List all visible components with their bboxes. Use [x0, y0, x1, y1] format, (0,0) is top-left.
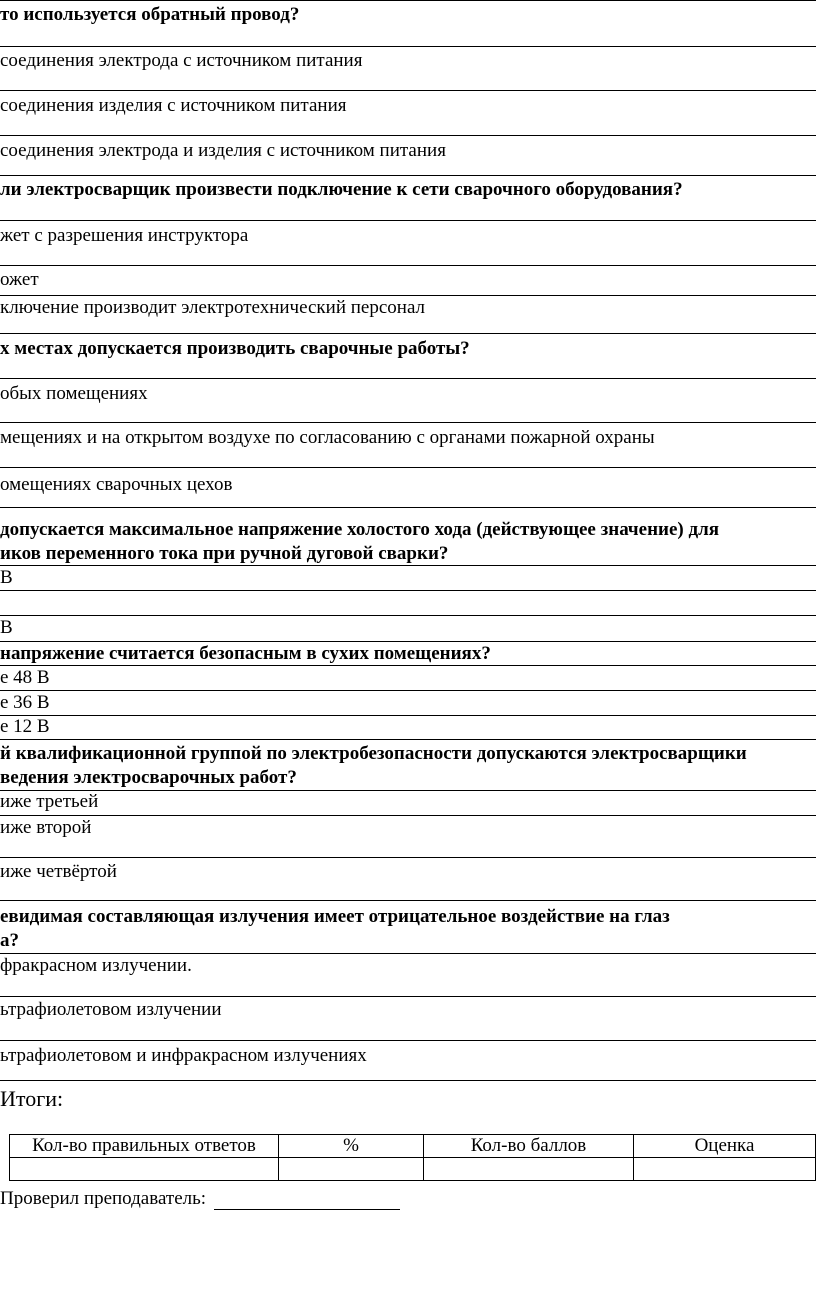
- rule: [0, 815, 816, 816]
- rule: [0, 715, 816, 716]
- rule: [0, 378, 816, 379]
- answer-7-1: фракрасном излучении.: [0, 955, 192, 976]
- answer-3-3: омещениях сварочных цехов: [0, 474, 233, 495]
- rule: [0, 422, 816, 423]
- correct-answers-cell[interactable]: [10, 1158, 279, 1181]
- rule: [0, 0, 816, 1]
- answer-4-3: В: [0, 617, 13, 638]
- rule: [0, 507, 816, 508]
- answer-1-2: соединения изделия с источником питания: [0, 95, 347, 116]
- question-7-line-2: а?: [0, 930, 19, 951]
- question-1: то используется обратный провод?: [0, 4, 300, 25]
- rule: [0, 175, 816, 176]
- answer-2-1: жет с разрешения инструктора: [0, 225, 249, 246]
- rule: [0, 641, 816, 642]
- answer-7-3: ьтрафиолетовом и инфракрасном излучениях: [0, 1045, 367, 1066]
- rule: [0, 996, 816, 997]
- rule: [0, 333, 816, 334]
- rule: [0, 1040, 816, 1041]
- rule: [0, 295, 816, 296]
- grade-cell[interactable]: [634, 1158, 816, 1181]
- rule: [0, 90, 816, 91]
- question-3: х местах допускается производить сварочные работы?: [0, 338, 470, 359]
- signature-label: Проверил преподаватель:: [0, 1188, 207, 1209]
- header-grade: Оценка: [634, 1135, 816, 1158]
- answer-1-3: соединения электрода и изделия с источником питания: [0, 140, 446, 161]
- results-value-row: [10, 1158, 816, 1181]
- question-6-line-1: й квалификационной группой по электробезопасности допускаются электросварщики: [0, 743, 747, 764]
- results-header-row: [10, 1135, 816, 1158]
- answer-2-3: ключение производит электротехнический персонал: [0, 297, 426, 318]
- rule: [0, 690, 816, 691]
- answer-3-2: мещениях и на открытом воздухе по согласованию с органами пожарной охраны: [0, 427, 655, 448]
- answer-7-2: ьтрафиолетовом излучении: [0, 999, 222, 1020]
- answer-6-3: иже четвёртой: [0, 861, 117, 882]
- answer-3-1: обых помещениях: [0, 383, 148, 404]
- rule: [0, 467, 816, 468]
- answer-5-3: е 12 В: [0, 716, 50, 737]
- summary-title: Итоги:: [0, 1086, 64, 1111]
- question-6-line-2: ведения электросварочных работ?: [0, 767, 297, 788]
- rule: [0, 1080, 816, 1081]
- header-percent: %: [279, 1135, 424, 1158]
- rule: [0, 265, 816, 266]
- rule: [0, 739, 816, 740]
- score-cell[interactable]: [424, 1158, 634, 1181]
- rule: [0, 135, 816, 136]
- header-correct-answers: Кол-во правильных ответов: [10, 1135, 279, 1158]
- rule: [0, 46, 816, 47]
- answer-2-2: ожет: [0, 269, 39, 290]
- question-4-line-2: иков переменного тока при ручной дуговой сварки?: [0, 543, 449, 564]
- percent-cell[interactable]: [279, 1158, 424, 1181]
- rule: [0, 565, 816, 566]
- answer-5-2: е 36 В: [0, 692, 50, 713]
- question-2: ли электросварщик произвести подключение к сети сварочного оборудования?: [0, 179, 683, 200]
- answer-6-1: иже третьей: [0, 791, 99, 812]
- rule: [0, 590, 816, 591]
- signature-line: [0, 1188, 400, 1210]
- results-table: [9, 1134, 816, 1181]
- rule: [0, 900, 816, 901]
- rule: [0, 615, 816, 616]
- question-4-line-1: допускается максимальное напряжение холостого хода (действующее значение) для: [0, 519, 720, 540]
- rule: [0, 953, 816, 954]
- rule: [0, 220, 816, 221]
- rule: [0, 790, 816, 791]
- rule: [0, 857, 816, 858]
- answer-1-1: соединения электрода с источником питания: [0, 50, 363, 71]
- answer-6-2: иже второй: [0, 817, 92, 838]
- rule: [0, 665, 816, 666]
- signature-blank[interactable]: [214, 1191, 400, 1210]
- answer-5-1: е 48 В: [0, 667, 50, 688]
- header-score: Кол-во баллов: [424, 1135, 634, 1158]
- question-5: напряжение считается безопасным в сухих помещениях?: [0, 643, 491, 664]
- answer-4-1: В: [0, 567, 13, 588]
- question-7-line-1: евидимая составляющая излучения имеет отрицательное воздействие на глаз: [0, 906, 670, 927]
